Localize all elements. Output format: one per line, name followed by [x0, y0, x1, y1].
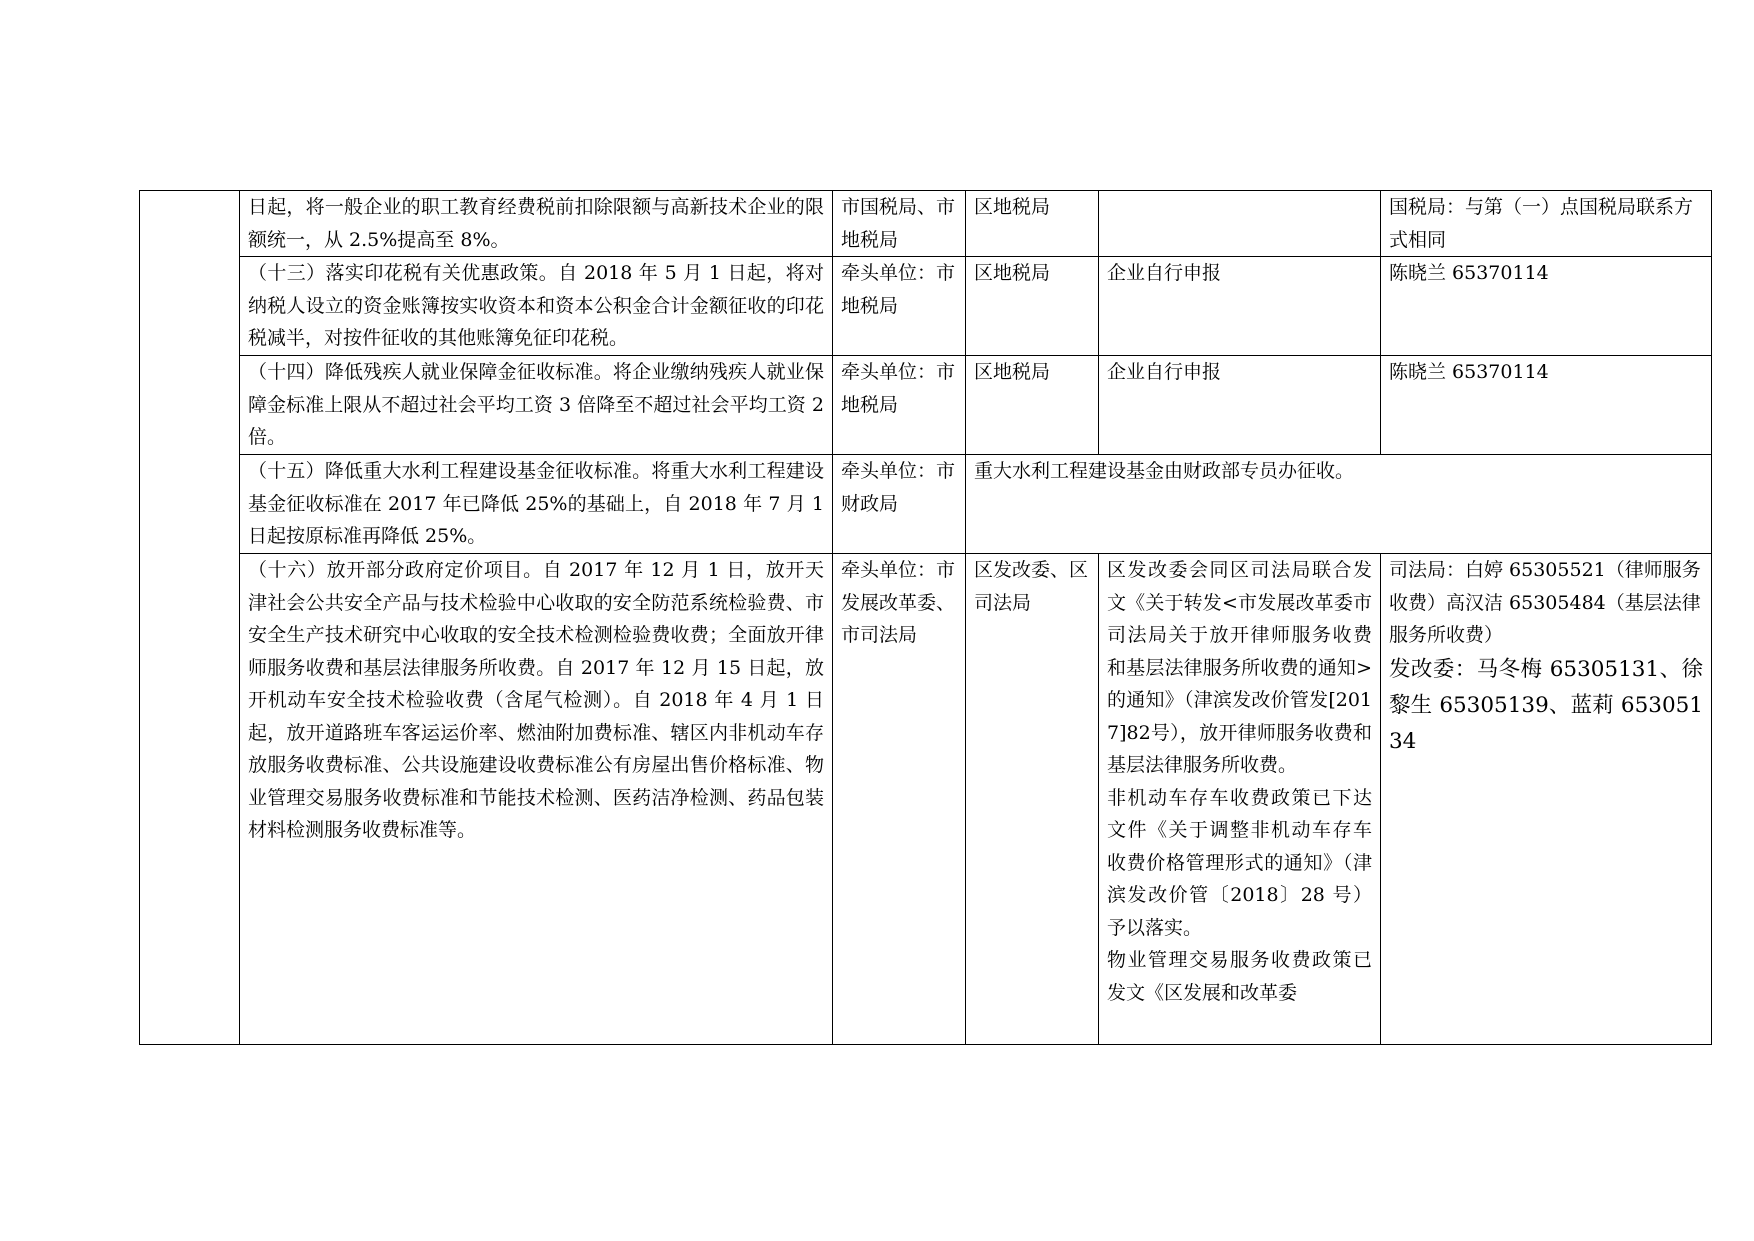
progress-paragraph: 非机动车存车收费政策已下达文件《关于调整非机动车存车收费价格管理形式的通知》（津滨发改价管〔2018〕28 号）予以落实。	[1107, 786, 1372, 939]
lead-unit-cell: 市国税局、市地税局	[833, 191, 966, 257]
table-row	[140, 455, 1712, 554]
policy-cell: 日起，将一般企业的职工教育经费税前扣除限额与高新技术企业的限额统一，从 2.5%提高至 8%。	[240, 191, 833, 257]
district-unit-cell: 区地税局	[966, 356, 1099, 455]
progress-cell	[1099, 191, 1381, 257]
progress-cell: 企业自行申报	[1099, 356, 1381, 455]
table-row	[140, 257, 1712, 356]
index-cell	[140, 191, 240, 1045]
lead-unit-cell: 牵头单位：市地税局	[833, 356, 966, 455]
progress-cell: 企业自行申报	[1099, 257, 1381, 356]
table-row	[140, 554, 1712, 1045]
district-unit-cell: 区发改委、区司法局	[966, 554, 1099, 1045]
progress-paragraph: 区发改委会同区司法局联合发文《关于转发<市发展改革委市司法局关于放开律师服务收费和基层法律服务所收费的通知>的通知》（津滨发改价管发[2017]82号），放开律师服务收费和基层法律服务所收费。	[1107, 559, 1372, 776]
contact-cell: 国税局：与第（一）点国税局联系方式相同	[1381, 191, 1712, 257]
table-row	[140, 356, 1712, 455]
policy-table	[139, 190, 1712, 1045]
lead-unit-cell: 牵头单位：市发展改革委、市司法局	[833, 554, 966, 1045]
merged-note-cell: 重大水利工程建设基金由财政部专员办征收。	[966, 455, 1712, 554]
progress-cell	[1099, 554, 1381, 1045]
district-unit-cell: 区地税局	[966, 257, 1099, 356]
contact-cell: 陈晓兰 65370114	[1381, 356, 1712, 455]
contact-paragraph: 发改委：马冬梅 65305131、徐黎生 65305139、蓝莉 65305134	[1389, 656, 1703, 754]
table-row	[140, 191, 1712, 257]
contact-paragraph: 司法局：白婷 65305521（律师服务收费）高汉洁 65305484（基层法律服务所收费）	[1389, 559, 1701, 646]
progress-paragraph: 物业管理交易服务收费政策已发文《区发展和改革委	[1107, 949, 1372, 1004]
lead-unit-cell: 牵头单位：市财政局	[833, 455, 966, 554]
policy-cell: （十三）落实印花税有关优惠政策。自 2018 年 5 月 1 日起，将对纳税人设立的资金账簿按实收资本和资本公积金合计金额征收的印花税减半，对按件征收的其他账簿免征印花税。	[240, 257, 833, 356]
policy-cell: （十四）降低残疾人就业保障金征收标准。将企业缴纳残疾人就业保障金标准上限从不超过社会平均工资 3 倍降至不超过社会平均工资 2 倍。	[240, 356, 833, 455]
policy-cell: （十五）降低重大水利工程建设基金征收标准。将重大水利工程建设基金征收标准在 2017 年已降低 25%的基础上，自 2018 年 7 月 1 日起按原标准再降低 25%。	[240, 455, 833, 554]
contact-cell	[1381, 554, 1712, 1045]
lead-unit-cell: 牵头单位：市地税局	[833, 257, 966, 356]
policy-cell: （十六）放开部分政府定价项目。自 2017 年 12 月 1 日，放开天津社会公共安全产品与技术检验中心收取的安全防范系统检验费、市安全生产技术研究中心收取的安全技术检测检验费收费；全面放开律师服务收费和基层法律服务所收费。自 2017 年 12 月 15 日起，放开机动车安全技术检验收费（含尾气检测）。自 2018 年 4 月 1 日起，放开道路班车客运运价率、燃油附加费标准、辖区内非机动车存放服务收费标准、公共设施建设收费标准公有房屋出售价格标准、物业管理交易服务收费标准和节能技术检测、医药洁净检测、药品包装材料检测服务收费标准等。	[240, 554, 833, 1045]
district-unit-cell: 区地税局	[966, 191, 1099, 257]
contact-cell: 陈晓兰 65370114	[1381, 257, 1712, 356]
